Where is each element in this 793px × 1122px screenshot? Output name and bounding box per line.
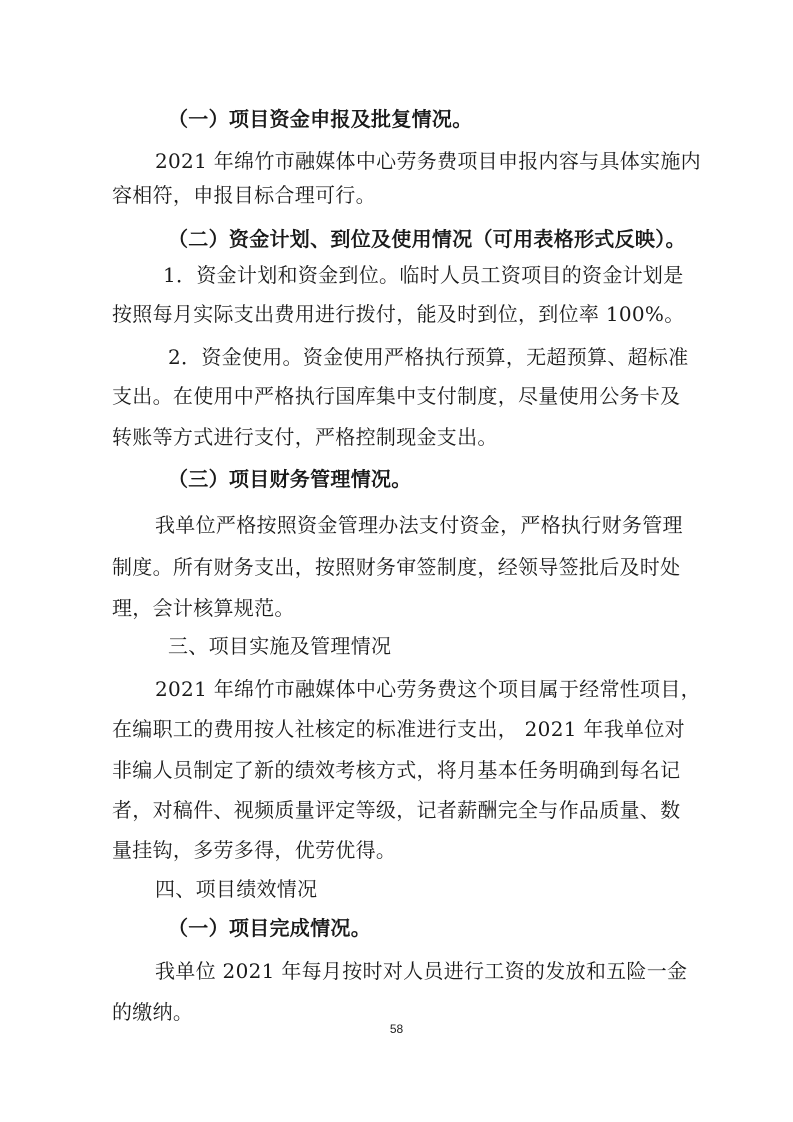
- paragraph-line: 2021 年绵竹市融媒体中心劳务费这个项目属于经常性项目，: [155, 677, 701, 701]
- section-heading-financial-management: （三）项目财务管理情况。: [168, 467, 412, 491]
- paragraph-line: 支出。在使用中严格执行国库集中支付制度，尽量使用公务卡及: [112, 384, 681, 408]
- paragraph-line: 按照每月实际支出费用进行拨付，能及时到位，到位率 100%。: [112, 302, 685, 326]
- section-heading-funding-plan: （二）资金计划、到位及使用情况（可用表格形式反映）。: [168, 227, 686, 251]
- section-heading-funding-application: （一）项目资金申报及批复情况。: [168, 107, 473, 131]
- section-heading-completion: （一）项目完成情况。: [168, 916, 371, 940]
- paragraph-line: 我单位严格按照资金管理办法支付资金，严格执行财务管理: [155, 513, 683, 537]
- paragraph-line: 我单位 2021 年每月按时对人员进行工资的发放和五险一金: [155, 959, 688, 983]
- paragraph-line: 容相符，申报目标合理可行。: [112, 183, 376, 207]
- paragraph-line: 制度。所有财务支出，按照财务审签制度，经领导签批后及时处: [112, 555, 681, 579]
- paragraph-line: 2021 年绵竹市融媒体中心劳务费项目申报内容与具体实施内: [155, 149, 701, 173]
- section-heading-performance: 四、项目绩效情况: [155, 877, 318, 901]
- paragraph-line: 者，对稿件、视频质量评定等级，记者薪酬完全与作品质量、数: [112, 798, 681, 822]
- page-number: 58: [389, 1022, 404, 1036]
- paragraph-line: 在编职工的费用按人社核定的标准进行支出， 2021 年我单位对: [112, 717, 685, 741]
- paragraph-line: 理，会计核算规范。: [112, 596, 295, 620]
- paragraph-line: 转账等方式进行支付，严格控制现金支出。: [112, 425, 498, 449]
- section-heading-implementation: 三、项目实施及管理情况: [168, 634, 392, 658]
- paragraph-line: 的缴纳。: [112, 1000, 194, 1024]
- paragraph-line: 1．资金计划和资金到位。临时人员工资项目的资金计划是: [163, 263, 684, 287]
- paragraph-line: 非编人员制定了新的绩效考核方式，将月基本任务明确到每名记: [112, 758, 681, 782]
- paragraph-line: 2．资金使用。资金使用严格执行预算，无超预算、超标准: [168, 345, 689, 369]
- paragraph-line: 量挂钩，多劳多得，优劳优得。: [112, 838, 397, 862]
